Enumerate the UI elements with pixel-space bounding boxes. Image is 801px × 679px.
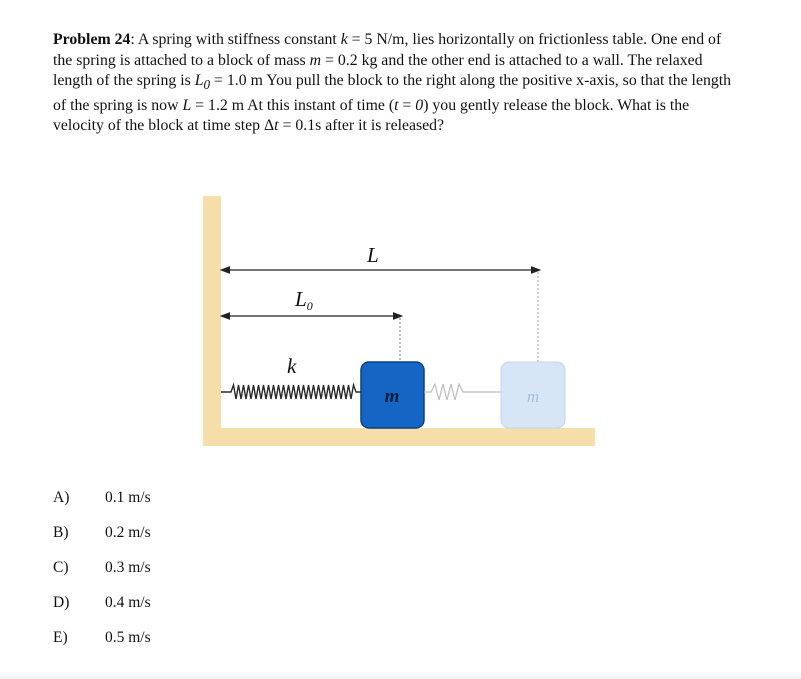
answer-option-value: 0.2 m/s <box>105 524 151 541</box>
symbol-L0-subscript: 0 <box>203 77 211 93</box>
spring-extension <box>424 384 501 400</box>
floor <box>203 428 595 446</box>
answer-option-value: 0.4 m/s <box>105 594 151 611</box>
answer-option-value: 0.3 m/s <box>105 559 151 576</box>
answer-option[interactable] <box>53 524 253 546</box>
length-L-label: L <box>367 243 379 267</box>
answer-option-letter: E) <box>53 629 68 646</box>
problem-text: = 0.2 kg and the other end is attached to a wall. The relaxed length of the spring is <box>53 51 703 89</box>
symbol-L: L <box>182 96 192 114</box>
answer-option-letter: A) <box>53 489 70 506</box>
answer-option[interactable] <box>53 489 253 511</box>
answer-option[interactable] <box>53 594 253 616</box>
problem-text: ) you gently release the block. What is the velocity of the block at time step Δ <box>53 96 690 135</box>
problem-text: : A spring with stiffness constant <box>130 31 341 48</box>
bottom-edge <box>0 671 801 679</box>
answer-option-value: 0.5 m/s <box>105 629 151 646</box>
wall <box>203 196 221 446</box>
answer-option-letter: B) <box>53 524 69 541</box>
ghost-block-label: m <box>526 387 540 406</box>
problem-statement <box>53 30 743 137</box>
problem-text: = 0.1s after it is released? <box>278 117 445 135</box>
symbol-t: t <box>394 96 399 114</box>
spring-constant-label: k <box>287 354 297 378</box>
answer-option-letter: D) <box>53 594 70 611</box>
symbol-L0: L <box>194 72 204 89</box>
problem-label: Problem 24 <box>53 31 131 48</box>
answer-option-value: 0.1 m/s <box>105 489 151 506</box>
symbol-m: m <box>309 51 322 69</box>
spring-block-diagram <box>195 192 605 454</box>
symbol-dt: t <box>274 117 279 135</box>
problem-text: = 1.2 m At this instant of time ( <box>191 96 395 114</box>
length-L0-main: L <box>295 287 307 311</box>
answer-option-letter: C) <box>53 559 69 576</box>
time-zero: 0 <box>415 96 424 114</box>
symbol-k: k <box>340 31 348 48</box>
answer-option[interactable] <box>53 629 253 651</box>
length-L0-subscript: 0 <box>306 299 313 313</box>
spring <box>221 385 361 399</box>
problem-text: = <box>398 96 416 114</box>
problem-text: = 5 N/m, lies horizontally on frictionless table. One end of the spring is attached to a block of mass <box>53 31 722 69</box>
answer-option[interactable] <box>53 559 253 581</box>
problem-text: = 1.0 m You pull the block to the right along the positive x-axis, so that the length of the spring is now <box>53 72 732 114</box>
length-L0-label <box>294 287 313 313</box>
block-mass-label: m <box>384 386 400 407</box>
